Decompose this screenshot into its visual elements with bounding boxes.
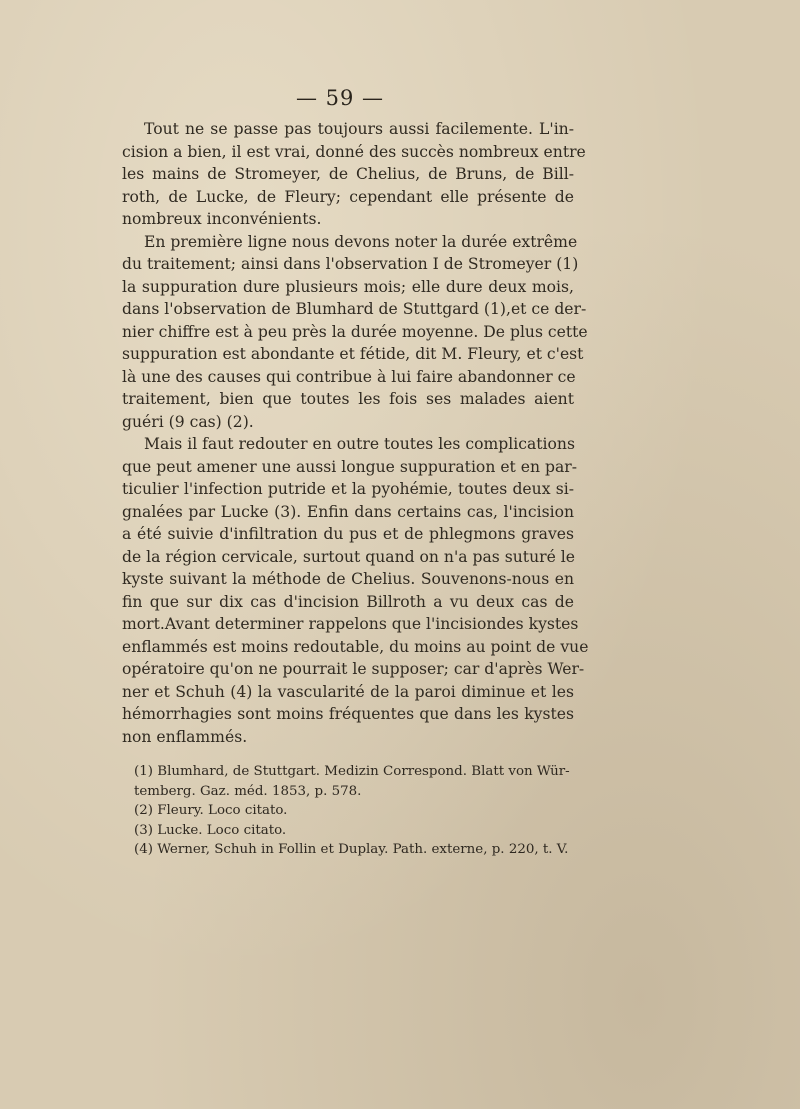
text-line: ner et Schuh (4) la vascularité de la paroi diminue et les <box>122 682 574 701</box>
text-line: suppuration est abondante et fétide, dit M. Fleury, et c'est <box>122 345 584 363</box>
text-line: roth, de Lucke, de Fleury; cependant elle présente de <box>122 187 574 206</box>
text-line: Tout ne se passe pas toujours aussi facilemente. L'in- <box>144 120 574 138</box>
paragraph-3 <box>122 433 589 748</box>
text-line: dans l'observation de Blumhard de Stuttgard (1),et ce der- <box>122 300 587 318</box>
paragraph-2 <box>122 231 588 434</box>
main-text <box>122 118 589 748</box>
text-line: que peut amener une aussi longue suppuration et en par- <box>122 457 577 476</box>
footnote-2: (2) Fleury. Loco citato. <box>134 803 288 818</box>
page-number: — 59 — <box>295 86 385 110</box>
text-line: a été suivie d'infiltration du pus et de phlegmons graves <box>122 525 574 543</box>
text-line: Mais il faut redouter en outre toutes les complications <box>144 435 575 453</box>
text-line: cision a bien, il est vrai, donné des succès nombreux entre <box>122 142 586 161</box>
footnote-1-continued: temberg. Gaz. méd. 1853, p. 578. <box>134 783 362 799</box>
footnote-4: (4) Werner, Schuh in Follin et Duplay. Path. externe, p. 220, t. V. <box>134 842 569 857</box>
text-line: traitement, bien que toutes les fois ses malades aient <box>122 390 574 408</box>
text-line: fin que sur dix cas d'incision Billroth a vu deux cas de <box>122 592 574 611</box>
text-line: là une des causes qui contribue à lui faire abandonner ce <box>122 367 576 386</box>
text-line: enflammés est moins redoutable, du moins au point de vue <box>122 637 589 656</box>
text-line: nombreux inconvénients. <box>122 210 322 228</box>
text-line: opératoire qu'on ne pourrait le supposer; car d'après Wer- <box>122 660 585 678</box>
text-line: mort.Avant determiner rappelons que l'incisiondes kystes <box>122 615 579 633</box>
text-line: nier chiffre est à peu près la durée moyenne. De plus cette <box>122 322 588 341</box>
text-line: non enflammés. <box>122 727 248 746</box>
footnotes <box>134 762 582 860</box>
text-line: les mains de Stromeyer, de Chelius, de Bruns, de Bill- <box>122 165 574 183</box>
text-line: guéri (9 cas) (2). <box>122 412 254 431</box>
text-line: de la région cervicale, surtout quand on n'a pas suturé le <box>122 547 575 566</box>
footnote-3: (3) Lucke. Loco citato. <box>134 822 287 838</box>
text-line: En première ligne nous devons noter la durée extrême <box>144 232 578 251</box>
text-line: du traitement; ainsi dans l'observation I de Stromeyer (1) <box>122 255 579 273</box>
text-line: la suppuration dure plusieurs mois; elle dure deux mois, <box>122 277 574 296</box>
text-line: hémorrhagies sont moins fréquentes que dans les kystes <box>122 705 574 723</box>
footnote-1: (1) Blumhard, de Stuttgart. Medizin Correspond. Blatt von Wür- <box>134 764 570 779</box>
paragraph-1 <box>122 118 586 231</box>
text-line: gnalées par Lucke (3). Enfin dans certains cas, l'incision <box>122 502 574 521</box>
text-line: kyste suivant la méthode de Chelius. Souvenons-nous en <box>122 570 574 588</box>
text-line: ticulier l'infection putride et la pyohémie, toutes deux si- <box>122 480 574 498</box>
